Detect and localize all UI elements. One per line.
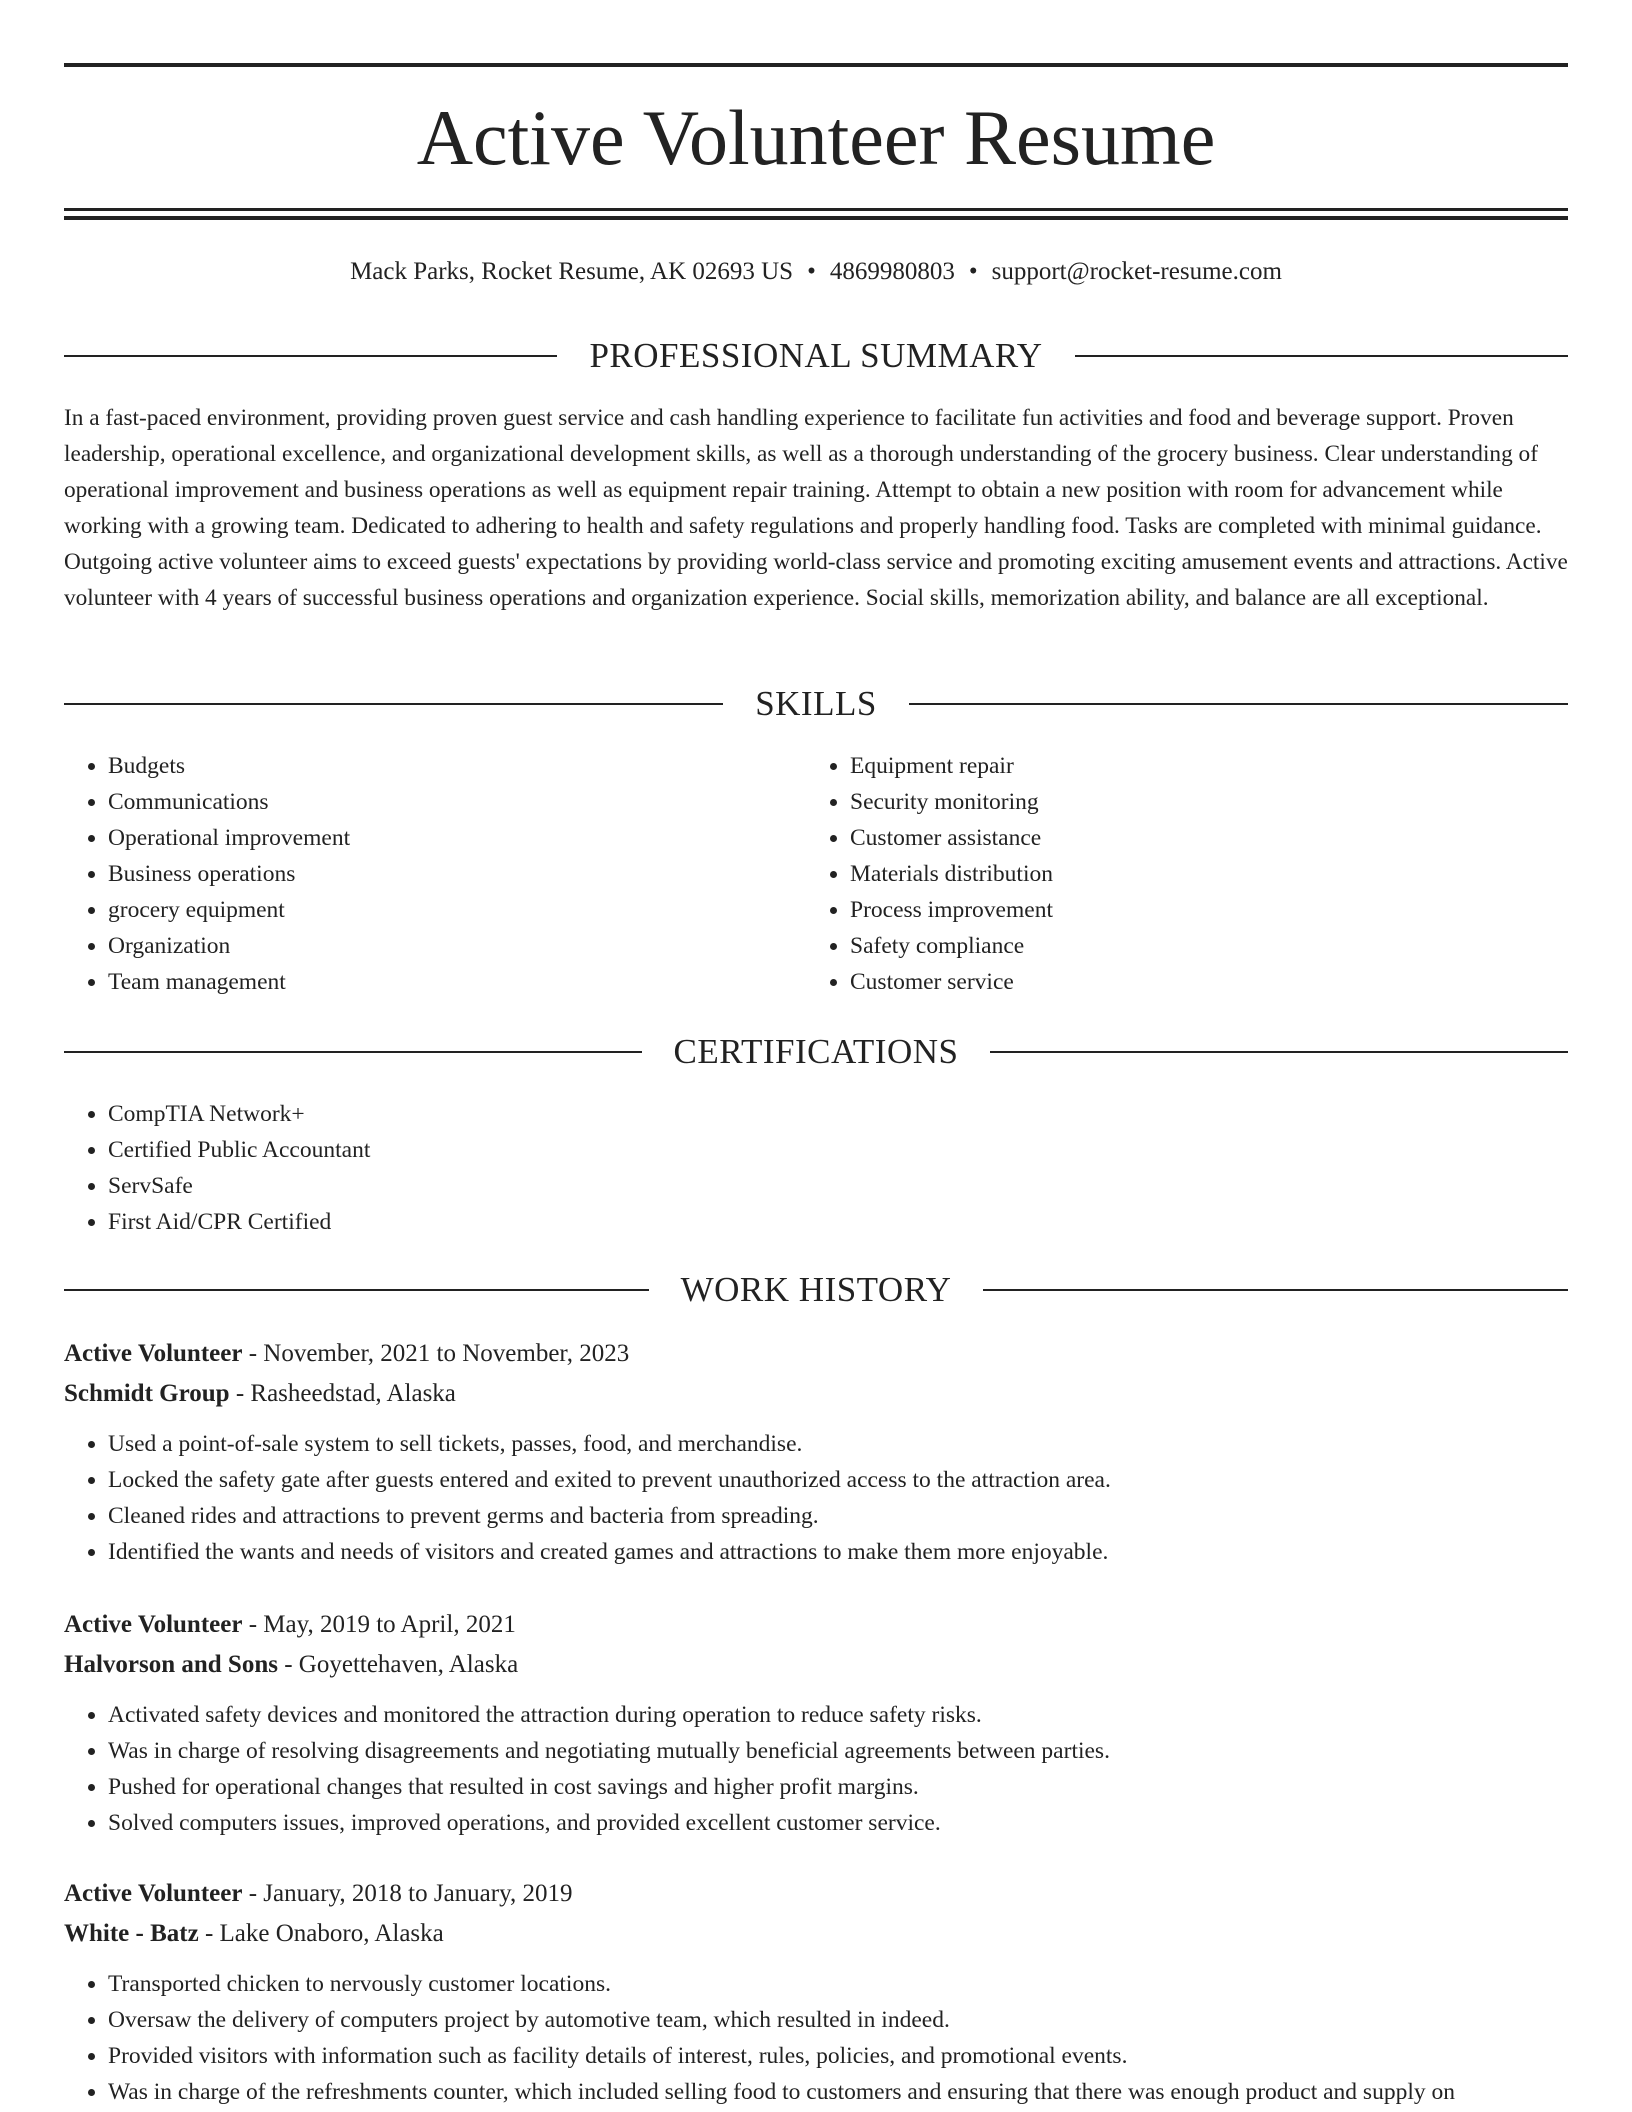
heading-rule xyxy=(64,1051,642,1053)
job-duties-list xyxy=(64,1426,1568,1570)
job-duties-list xyxy=(64,1966,1568,2110)
skills-column-left xyxy=(64,748,764,1000)
section-heading-summary xyxy=(64,334,1568,378)
section-title: CERTIFICATIONS xyxy=(673,1032,959,1071)
title-double-rule xyxy=(64,208,1568,220)
job-entry xyxy=(64,1605,1568,1841)
job-location: - Rasheedstad, Alaska xyxy=(229,1380,456,1407)
list-item: • Customer assistance xyxy=(850,820,1506,856)
top-rule xyxy=(64,63,1568,67)
list-item: • Cleaned rides and attractions to prevent germs and bacteria from spreading. xyxy=(108,1498,1568,1534)
section-heading-skills xyxy=(64,682,1568,726)
summary-text: In a fast-paced environment, providing proven guest service and cash handling experience to facilitate fun activities and food and beverage support. Proven leadership, operational excellence, and organizational development skills, as well as a thorough understanding of the grocery business. Clear understanding of operational improvement and business operations as well as equipment repair training. Attempt to obtain a new position with room for advancement while working with a growing team. Dedicated to adhering to health and safety regulations and properly handling food. Tasks are completed with minimal guidance. Outgoing active volunteer aims to exceed guests' expectations by providing world-class service and promoting exciting amusement events and attractions. Active volunteer with 4 years of successful business operations and organization experience. Social skills, memorization ability, and balance are all exceptional. xyxy=(64,405,1568,611)
job-entry xyxy=(64,1334,1568,1570)
list-item: • CompTIA Network+ xyxy=(108,1096,1564,1132)
list-item: • Pushed for operational changes that resulted in cost savings and higher profit margins. xyxy=(108,1769,1568,1805)
job-company: Schmidt Group xyxy=(64,1380,230,1407)
list-item: • Communications xyxy=(108,784,764,820)
heading-rule xyxy=(64,355,557,357)
list-item: • Operational improvement xyxy=(108,820,764,856)
contact-separator: • xyxy=(968,258,978,285)
list-item: • Identified the wants and needs of visitors and created games and attractions to make them more enjoyable. xyxy=(108,1534,1568,1570)
job-company-line xyxy=(64,1645,1568,1685)
list-item: • Organization xyxy=(108,928,764,964)
list-item: • Transported chicken to nervously customer locations. xyxy=(108,1966,1568,2002)
list-item: • Activated safety devices and monitored the attraction during operation to reduce safety risks. xyxy=(108,1697,1568,1733)
job-title-line xyxy=(64,1334,1568,1374)
job-title-line xyxy=(64,1874,1568,1914)
job-location: - Lake Onaboro, Alaska xyxy=(198,1920,444,1947)
contact-separator: • xyxy=(807,258,816,285)
skills-list-right xyxy=(806,748,1506,1000)
heading-rule xyxy=(64,1289,649,1291)
job-company-line xyxy=(64,1914,1568,1954)
job-role: Active Volunteer xyxy=(64,1611,243,1638)
job-title-line xyxy=(64,1605,1568,1645)
resume-title: Active Volunteer Resume xyxy=(416,94,1216,181)
job-role: Active Volunteer xyxy=(64,1340,243,1367)
section-heading-work-history xyxy=(64,1268,1568,1312)
list-item: • Equipment repair xyxy=(850,748,1506,784)
certifications-list xyxy=(64,1096,1564,1240)
list-item: • Oversaw the delivery of computers project by automotive team, which resulted in indeed. xyxy=(108,2002,1568,2038)
list-item: • Certified Public Accountant xyxy=(108,1132,1564,1168)
heading-rule xyxy=(909,703,1568,705)
heading-rule xyxy=(1075,355,1568,357)
list-item: • Provided visitors with information such as facility details of interest, rules, policies, and promotional events. xyxy=(108,2038,1568,2074)
job-company: White - Batz xyxy=(64,1920,199,1947)
contact-email: support@rocket-resume.com xyxy=(991,258,1282,285)
list-item: • Team management xyxy=(108,964,764,1000)
list-item: • Locked the safety gate after guests entered and exited to prevent unauthorized access to the attraction area. xyxy=(108,1462,1568,1498)
list-item: • grocery equipment xyxy=(108,892,764,928)
job-role: Active Volunteer xyxy=(64,1880,243,1907)
job-dates: - May, 2019 to April, 2021 xyxy=(242,1611,516,1638)
section-heading-certifications xyxy=(64,1030,1568,1074)
list-item: • Process improvement xyxy=(850,892,1506,928)
list-item: • Safety compliance xyxy=(850,928,1506,964)
heading-rule xyxy=(64,703,723,705)
list-item: • First Aid/CPR Certified xyxy=(108,1204,1564,1240)
certifications-list-wrap xyxy=(64,1096,1564,1240)
job-dates: - November, 2021 to November, 2023 xyxy=(242,1340,630,1367)
list-item: • Customer service xyxy=(850,964,1506,1000)
contact-line xyxy=(64,252,1568,292)
heading-rule xyxy=(983,1289,1568,1291)
contact-address: Mack Parks, Rocket Resume, AK 02693 US xyxy=(350,258,794,285)
skills-column-right xyxy=(806,748,1506,1000)
job-location: - Goyettehaven, Alaska xyxy=(277,1651,519,1678)
list-item: • Was in charge of the refreshments counter, which included selling food to customers and ensuring that there was enough product and supply on xyxy=(108,2074,1568,2110)
job-duties-list xyxy=(64,1697,1568,1841)
section-title: SKILLS xyxy=(755,684,877,723)
list-item: • ServSafe xyxy=(108,1168,1564,1204)
contact-phone: 4869980803 xyxy=(829,258,955,285)
list-item: • Materials distribution xyxy=(850,856,1506,892)
list-item: • Solved computers issues, improved operations, and provided excellent customer service. xyxy=(108,1805,1568,1841)
job-dates: - January, 2018 to January, 2019 xyxy=(242,1880,573,1907)
heading-rule xyxy=(990,1051,1568,1053)
list-item: • Budgets xyxy=(108,748,764,784)
list-item: • Used a point-of-sale system to sell tickets, passes, food, and merchandise. xyxy=(108,1426,1568,1462)
job-company: Halvorson and Sons xyxy=(64,1651,278,1678)
job-company-line xyxy=(64,1374,1568,1414)
list-item: • Business operations xyxy=(108,856,764,892)
job-entry xyxy=(64,1874,1568,2110)
list-item: • Security monitoring xyxy=(850,784,1506,820)
section-title: WORK HISTORY xyxy=(680,1270,952,1309)
section-title: PROFESSIONAL SUMMARY xyxy=(589,336,1043,375)
skills-list-left xyxy=(64,748,764,1000)
list-item: • Was in charge of resolving disagreements and negotiating mutually beneficial agreements between parties. xyxy=(108,1733,1568,1769)
